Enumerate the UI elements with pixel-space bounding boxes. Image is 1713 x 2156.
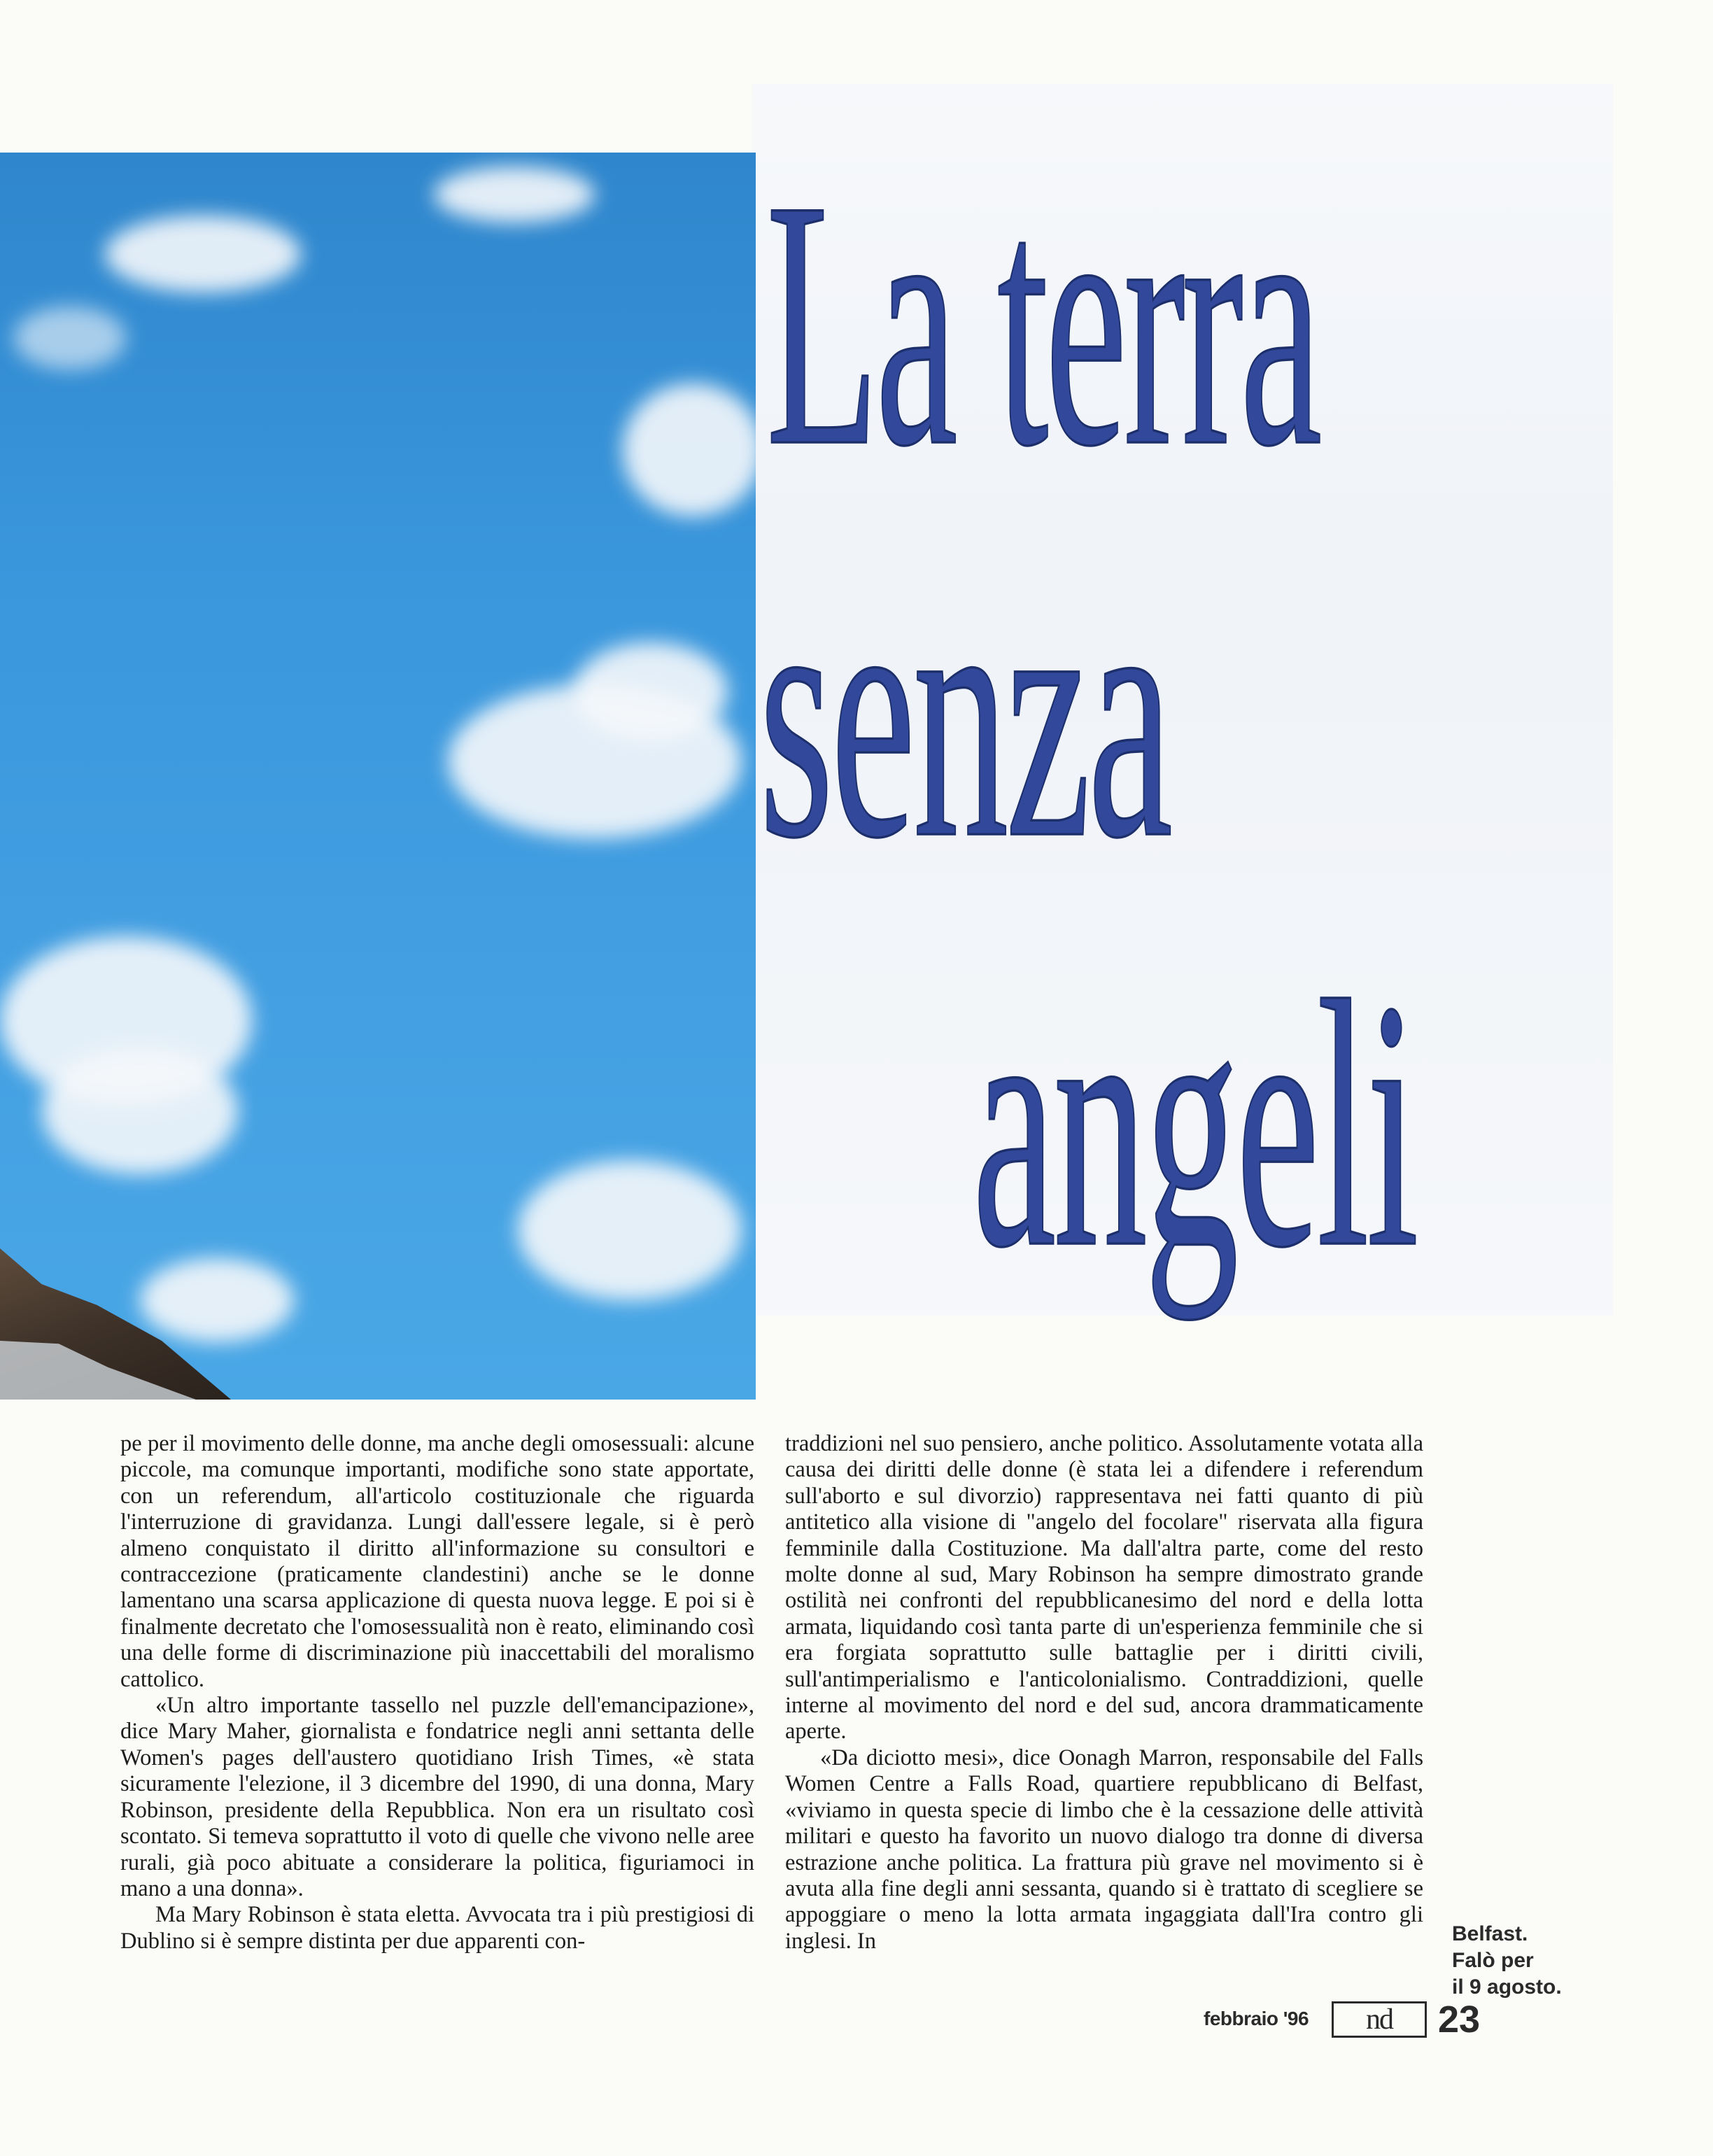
magazine-logo: nd (1332, 2001, 1427, 2038)
paragraph: traddizioni nel suo pensiero, anche politico. Assolutamente votata alla causa dei diritti delle donne (è stata lei a difendere i referendum sull'aborto e sul divorzio) rappresentava nei fatti quanto di più antitetico alla visione di "angelo del focolare" riservata alla figura femminile dalla Costituzione. Ma dall'altra parte, come del resto molte donne al sud, Mary Robinson ha sempre dimostrato grande ostilità nei confronti del repubblicanesimo del nord e della lotta armata, liquidando così tanta parte di un'esperienza femminile che si era forgiata soprattutto sulle battaglie per i diritti civili, sull'antimperialismo e l'anticolonialismo. Contraddizioni, quelle interne al movimento del nord e del sud, ancora drammaticamente aperte. (785, 1431, 1423, 1745)
headline (759, 127, 1606, 1407)
paragraph: pe per il movimento delle donne, ma anche degli omosessuali: alcune piccole, ma comunque importanti, modifiche sono state apportate, con un referendum, all'articolo costituzionale che riguarda l'interruzione di gravidanza. Lungi dall'essere legale, si è però almeno conquistato il diritto all'informazione su consultori e contraccezione (praticamente clandestini) anche se le donne lamentano una scarsa applicazione di questa nuova legge. E poi si è finalmente decretato che l'omosessualità non è reato, eliminando così una delle forme di discriminazione più inaccettabili del moralismo cattolico. (120, 1431, 754, 1692)
body-column-right (785, 1431, 1423, 1954)
paragraph: «Da diciotto mesi», dice Oonagh Marron, responsabile del Falls Women Centre a Falls Road, quartiere repubblicano di Belfast, «viviamo in questa specie di limbo che è la cessazione delle attività militari e questo ha favorito un nuovo dialogo tra donne di diversa estrazione anche politica. La frattura più grave nel movimento si è avuta alla fine degli anni sessanta, quando si è trattato di scegliere se appoggiare o meno la lotta armata ingaggiata dall'Ira contro gli inglesi. In (785, 1745, 1423, 1954)
photo-caption (1452, 1921, 1592, 2001)
headline-line-2: senza (759, 519, 1171, 912)
page-footer (1204, 1998, 1497, 2040)
paragraph: «Un altro importante tassello nel puzzle dell'emancipazione», dice Mary Maher, giornalista e fondatrice negli anni settanta delle Women's pages dell'austero quotidiano Irish Times, «è stata sicuramente l'elezione, il 3 dicembre del 1990, di una donna, Mary Robinson, presidente della Repubblica. Non era un risultato così scontato. Si temeva soprattutto il voto di quelle che vivono nelle aree rurali, già poco abituate a considerare la politica, figuriamoci in mano a una donna». (120, 1693, 754, 1901)
sky-photo (0, 153, 756, 1400)
caption-line: Falò per (1452, 1949, 1534, 1972)
body-column-left (120, 1431, 754, 1954)
paragraph: Ma Mary Robinson è stata eletta. Avvocata tra i più prestigiosi di Dublino si è sempre distinta per due apparenti con- (120, 1902, 754, 1954)
page-number: 23 (1438, 1999, 1481, 2041)
caption-line: il 9 agosto. (1452, 1975, 1562, 1999)
headline-line-3: angeli (973, 929, 1416, 1321)
headline-line-1: La terra (766, 127, 1319, 520)
caption-line: Belfast. (1452, 1922, 1528, 1945)
issue-date: febbraio '96 (1204, 2008, 1309, 2029)
